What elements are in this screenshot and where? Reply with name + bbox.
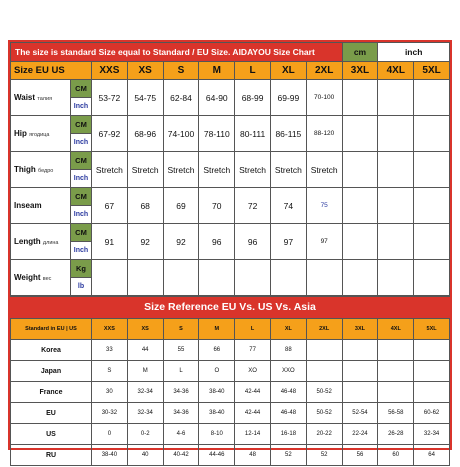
measure-value: 69 [163,188,199,224]
measure-value [163,260,199,296]
measure-value [378,152,414,188]
reference-row [11,361,450,382]
reference-value: 48 [235,445,271,466]
reference-value: 26-28 [378,424,414,445]
measure-value: Stretch [199,152,235,188]
size-header-s: S [163,62,199,80]
measure-value: 70 [199,188,235,224]
measure-value: Stretch [306,152,342,188]
region-label: US [11,424,92,445]
measure-value: 72 [235,188,271,224]
size-header-l: L [235,62,271,80]
reference-size-s: S [163,319,199,340]
unit-cm-cell: CM [71,116,92,134]
unit-cm-cell: CM [71,152,92,170]
reference-banner: Size Reference EU Vs. US Vs. Asia [10,296,450,318]
reference-value: 34-36 [163,403,199,424]
reference-value: 64 [414,445,450,466]
measure-label [11,188,71,224]
measure-value [342,152,378,188]
reference-value: 20-22 [306,424,342,445]
measure-value: 62-84 [163,80,199,116]
unit-cm-cell: CM [71,188,92,206]
measure-value: 74 [270,188,306,224]
measure-value [414,260,450,296]
reference-value: 40-42 [163,445,199,466]
reference-value: 52 [270,445,306,466]
measure-value: 92 [163,224,199,260]
measure-value: 54-75 [127,80,163,116]
measure-value [414,152,450,188]
reference-size-xxs: XXS [92,319,128,340]
reference-value: 30-32 [92,403,128,424]
region-label: EU [11,403,92,424]
measure-value [270,260,306,296]
measure-name: Weight [14,273,41,282]
reference-value: M [127,361,163,382]
measure-label [11,260,71,296]
size-header-4xl: 4XL [378,62,414,80]
measure-row [11,116,450,134]
reference-value: O [199,361,235,382]
reference-size-xl: XL [270,319,306,340]
region-label: RU [11,445,92,466]
unit-inch-cell: lb [71,278,92,296]
size-header-xxs: XXS [92,62,128,80]
reference-value: 52 [306,445,342,466]
measure-value: Stretch [127,152,163,188]
reference-value: 38-40 [199,382,235,403]
measure-row [11,80,450,98]
measure-value: 70-100 [306,80,342,116]
reference-size-4xl: 4XL [378,319,414,340]
measure-value: Stretch [163,152,199,188]
reference-value: 44 [127,340,163,361]
measure-name: Thigh [14,165,36,174]
measure-name: Waist [14,93,36,102]
measure-label [11,152,71,188]
unit-inch-cell: Inch [71,242,92,260]
size-header-2xl: 2XL [306,62,342,80]
reference-value: 12-14 [235,424,271,445]
reference-size-xs: XS [127,319,163,340]
reference-row [11,424,450,445]
reference-value: 32-34 [127,382,163,403]
reference-size-m: M [199,319,235,340]
reference-value: 16-18 [270,424,306,445]
reference-size-3xl: 3XL [342,319,378,340]
reference-row [11,382,450,403]
size-header-m: M [199,62,235,80]
reference-value [378,361,414,382]
measure-row [11,152,450,170]
reference-value [414,361,450,382]
reference-value [414,340,450,361]
measure-row [11,260,450,278]
reference-value: 0-2 [127,424,163,445]
measure-value: 68 [127,188,163,224]
unit-inch-cell: Inch [71,170,92,188]
measure-value: 78-110 [199,116,235,152]
reference-value: 44-46 [199,445,235,466]
reference-table [10,318,450,466]
measure-value: 88-120 [306,116,342,152]
unit-cm-cell: CM [71,80,92,98]
measure-value [199,260,235,296]
measure-value: Stretch [270,152,306,188]
reference-value: 88 [270,340,306,361]
reference-value: 38-40 [92,445,128,466]
measure-value: 64-90 [199,80,235,116]
unit-inch-cell: Inch [71,98,92,116]
measure-name-ru: талия [37,96,53,102]
reference-value: L [163,361,199,382]
reference-value: 32-34 [127,403,163,424]
reference-value: 40 [127,445,163,466]
size-header-xs: XS [127,62,163,80]
measure-value: 67 [92,188,128,224]
measure-value: 75 [306,188,342,224]
reference-value: 60 [378,445,414,466]
reference-value [306,361,342,382]
size-header-label: Size EU US [11,62,92,80]
measure-value [342,80,378,116]
unit-inch-cell: Inch [71,134,92,152]
unit-cm-cell: CM [71,224,92,242]
reference-value: XO [235,361,271,382]
reference-value: 4-6 [163,424,199,445]
measure-name-ru: длина [42,240,59,246]
measure-value [378,80,414,116]
reference-value: 46-48 [270,403,306,424]
measure-name: Hip [14,129,27,138]
reference-row [11,340,450,361]
reference-value: 46-48 [270,382,306,403]
measure-name-ru: ягодица [29,132,50,138]
measure-value [342,260,378,296]
size-header-xl: XL [270,62,306,80]
measure-name: Inseam [14,201,42,210]
reference-value [342,361,378,382]
reference-row [11,445,450,466]
measure-value: 91 [92,224,128,260]
reference-value [414,382,450,403]
measure-value [342,188,378,224]
region-label: Korea [11,340,92,361]
measure-value [378,260,414,296]
measure-value: 96 [235,224,271,260]
measure-value [342,224,378,260]
measure-value: 96 [199,224,235,260]
reference-value: XXO [270,361,306,382]
reference-value: 50-52 [306,382,342,403]
measure-value [127,260,163,296]
reference-value: 33 [92,340,128,361]
region-label: Japan [11,361,92,382]
measure-value [414,224,450,260]
reference-size-l: L [235,319,271,340]
measure-label [11,224,71,260]
reference-value: S [92,361,128,382]
reference-value: 50-52 [306,403,342,424]
reference-header-label: Standard in EU | US [11,319,92,340]
reference-value: 0 [92,424,128,445]
measure-value [92,260,128,296]
measure-value [378,188,414,224]
measure-value: 86-115 [270,116,306,152]
measure-value: 68-99 [235,80,271,116]
reference-value: 8-10 [199,424,235,445]
size-chart [8,40,452,459]
reference-value: 34-36 [163,382,199,403]
measurement-table [10,42,450,296]
measure-value: Stretch [235,152,271,188]
measure-value: 97 [306,224,342,260]
reference-value: 66 [199,340,235,361]
reference-value: 42-44 [235,403,271,424]
unit-inch-cell: Inch [71,206,92,224]
reference-size-2xl: 2XL [306,319,342,340]
chart-title: The size is standard Size equal to Standard / EU Size. AIDAYOU Size Chart [11,43,343,62]
unit-cm-label: cm [342,43,378,62]
reference-value: 38-40 [199,403,235,424]
measure-value [378,116,414,152]
reference-value [342,382,378,403]
reference-value: 42-44 [235,382,271,403]
reference-value [306,340,342,361]
measure-name-ru: вес [42,276,52,282]
unit-inch-label: inch [378,43,450,62]
unit-cm-cell: Kg [71,260,92,278]
reference-size-5xl: 5XL [414,319,450,340]
measure-value [235,260,271,296]
region-label: France [11,382,92,403]
size-header-row [11,62,450,80]
measure-value [414,80,450,116]
reference-value: 30 [92,382,128,403]
reference-value [342,340,378,361]
size-header-5xl: 5XL [414,62,450,80]
measure-value: 67-92 [92,116,128,152]
measure-value: 80-111 [235,116,271,152]
size-header-3xl: 3XL [342,62,378,80]
reference-value: 22-24 [342,424,378,445]
reference-row [11,403,450,424]
measure-label [11,116,71,152]
reference-value: 56-58 [378,403,414,424]
reference-value: 77 [235,340,271,361]
measure-value: 92 [127,224,163,260]
measure-value: 69-99 [270,80,306,116]
measure-value: 74-100 [163,116,199,152]
reference-value: 60-62 [414,403,450,424]
measure-value [414,188,450,224]
reference-value: 56 [342,445,378,466]
reference-header-row [11,319,450,340]
reference-value: 55 [163,340,199,361]
measure-row [11,224,450,242]
measure-value: Stretch [92,152,128,188]
measure-name-ru: бедро [38,168,54,174]
measure-value: 97 [270,224,306,260]
measure-value [414,116,450,152]
reference-value [378,382,414,403]
reference-value [378,340,414,361]
measure-value: 68-96 [127,116,163,152]
measure-value: 53-72 [92,80,128,116]
measure-name: Length [14,237,41,246]
measure-value [378,224,414,260]
measure-value [342,116,378,152]
title-row [11,43,450,62]
measure-value [306,260,342,296]
reference-value: 32-34 [414,424,450,445]
reference-value: 52-54 [342,403,378,424]
measure-label [11,80,71,116]
measure-row [11,188,450,206]
